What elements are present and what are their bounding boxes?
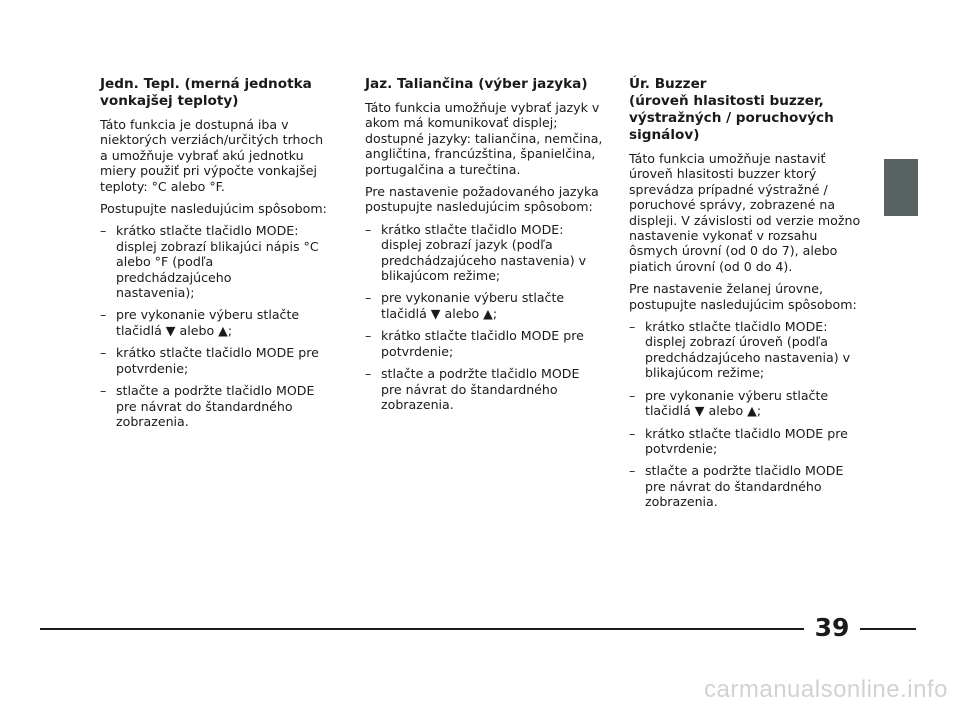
list-item: – krátko stlačte tlačidlo MODE: displej zobrazí jazyk (podľa predchádzajúceho nastavenia) v blikajúcom režime; [365,222,605,284]
section-heading: Jedn. Tepl. (merná jednotka vonkajšej teploty) [100,76,312,109]
procedure-paragraph: Postupujte nasledujúcim spôsobom: [100,201,327,217]
list-item: – pre vykonanie výberu stlačte tlačidlá ▼ alebo ▲; [629,388,861,419]
page-number: 39 [814,613,850,642]
list-item: – pre vykonanie výberu stlačte tlačidlá ▼ alebo ▲; [100,307,332,338]
list-item: – stlačte a podržte tlačidlo MODE pre návrat do štandardného zobrazenia. [365,366,605,412]
section-heading: Úr. Buzzer (úroveň hlasitosti buzzer, výstražných / poruchových signálov) [629,76,834,143]
column-language [365,76,605,419]
column-unit-temperature [100,76,332,436]
section-tab-marker [884,159,918,216]
procedure-paragraph: Pre nastavenie požadovaného jazyka postupujte nasledujúcim spôsobom: [365,184,599,215]
list-item: – pre vykonanie výberu stlačte tlačidlá ▼ alebo ▲; [365,290,605,321]
procedure-paragraph: Pre nastavenie želanej úrovne, postupujte nasledujúcim spôsobom: [629,281,857,312]
procedure-list [629,319,861,509]
procedure-list [365,222,605,412]
list-item: – stlačte a podržte tlačidlo MODE pre návrat do štandardného zobrazenia. [100,383,332,429]
intro-paragraph: Táto funkcia umožňuje vybrať jazyk v akom má komunikovať displej; dostupné jazyky: taliančina, nemčina, angličtina, francúzština, španielčina, portugalčina a turečtina. [365,100,603,177]
footer-rule-left [40,628,804,630]
procedure-list [100,223,332,429]
list-item: – krátko stlačte tlačidlo MODE: displej zobrazí blikajúci nápis °C alebo °F (podľa predchádzajúceho nastavenia); [100,223,332,300]
list-item: – krátko stlačte tlačidlo MODE pre potvrdenie; [629,426,861,457]
watermark: carmanualsonline.info [704,676,948,703]
list-item: – krátko stlačte tlačidlo MODE pre potvrdenie; [100,345,332,376]
list-item: – krátko stlačte tlačidlo MODE: displej zobrazí úroveň (podľa predchádzajúceho nastavenia) v blikajúcom režime; [629,319,861,381]
footer-rule-right [860,628,916,630]
column-buzzer [629,76,861,517]
intro-paragraph: Táto funkcia je dostupná iba v niektorých verziách/určitých trhoch a umožňuje vybrať akú jednotku miery použiť pri výpočte vonkajšej teploty: °C alebo °F. [100,117,324,194]
section-heading: Jaz. Taliančina (výber jazyka) [365,76,588,92]
list-item: – stlačte a podržte tlačidlo MODE pre návrat do štandardného zobrazenia. [629,463,861,509]
intro-paragraph: Táto funkcia umožňuje nastaviť úroveň hlasitosti buzzer ktorý sprevádza prípadné výstražné / poruchové správy, zobrazené na displeji. V závislosti od verzie možno nastavenie vykonať v rozsahu ôsmych úrovní (od 0 do 7), alebo piatich úrovní (od 0 do 4). [629,151,861,274]
list-item: – krátko stlačte tlačidlo MODE pre potvrdenie; [365,328,605,359]
